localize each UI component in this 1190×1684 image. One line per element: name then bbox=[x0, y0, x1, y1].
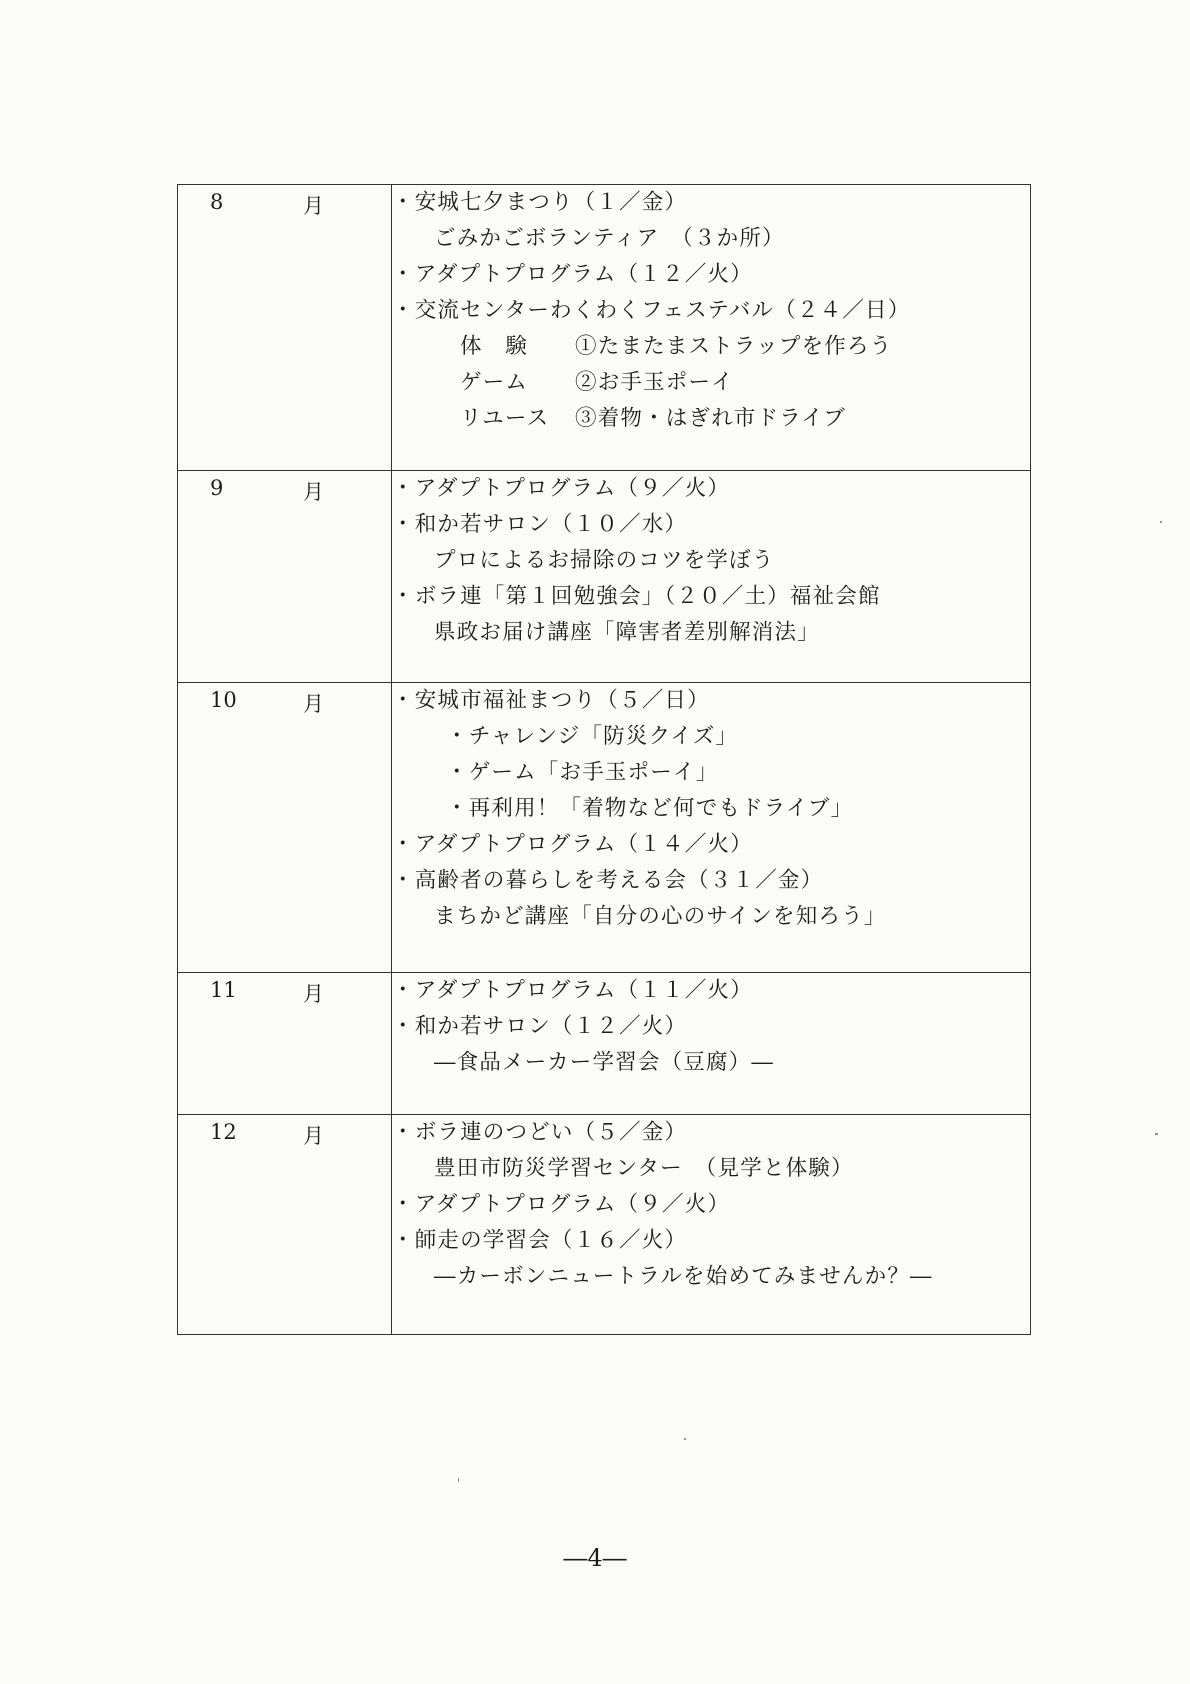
month-number: 9 bbox=[210, 476, 224, 500]
event-line: プロによるお掃除のコツを学ぼう bbox=[434, 548, 775, 573]
events-cell bbox=[392, 471, 1031, 683]
month-number: 8 bbox=[210, 190, 224, 214]
event-line: ・アダプトプログラム（１２／火） bbox=[392, 262, 753, 287]
event-line: ・高齢者の暮らしを考える会（３１／金） bbox=[392, 868, 824, 893]
page-number: ―4― bbox=[563, 1544, 627, 1572]
month-cell bbox=[178, 683, 392, 973]
table-row bbox=[178, 471, 1031, 683]
events-cell bbox=[392, 973, 1031, 1115]
activity-label: 体 験 bbox=[460, 334, 529, 359]
events-cell bbox=[392, 185, 1031, 471]
event-line: ・安城七夕まつり（１／金） bbox=[392, 190, 688, 215]
table-row bbox=[178, 185, 1031, 471]
event-line: ・チャレンジ「防災クイズ」 bbox=[446, 724, 739, 749]
activity-label: リユース bbox=[460, 406, 550, 431]
event-line bbox=[392, 329, 1030, 365]
event-line: ・ボラ連のつどい（５／金） bbox=[392, 1120, 688, 1145]
event-line: 県政お届け講座「障害者差別解消法」 bbox=[434, 620, 820, 645]
event-line: まちかど講座「自分の心のサインを知ろう」 bbox=[434, 904, 887, 929]
event-line: ごみかごボランティア （３か所） bbox=[434, 226, 785, 251]
schedule-table bbox=[177, 184, 1031, 1335]
table-row bbox=[178, 1115, 1031, 1335]
event-line: ・ボラ連「第１回勉強会」（２０／土）福祉会館 bbox=[392, 584, 881, 609]
activity-label: ゲーム bbox=[460, 370, 529, 395]
month-unit: 月 bbox=[303, 982, 324, 1006]
event-line: ・師走の学習会（１６／火） bbox=[392, 1228, 688, 1253]
month-cell bbox=[178, 185, 392, 471]
month-unit: 月 bbox=[303, 1124, 324, 1148]
event-line: ・アダプトプログラム（９／火） bbox=[392, 476, 731, 501]
event-line: ・安城市福祉まつり（５／日） bbox=[392, 688, 710, 713]
scan-speck bbox=[1155, 1133, 1158, 1135]
event-line: 豊田市防災学習センター （見学と体験） bbox=[434, 1156, 854, 1181]
event-line: ・交流センターわくわくフェステバル（２４／日） bbox=[392, 298, 911, 323]
month-cell bbox=[178, 1115, 392, 1335]
events-cell bbox=[392, 683, 1031, 973]
event-line: ・アダプトプログラム（１１／火） bbox=[392, 978, 753, 1003]
table-row bbox=[178, 683, 1031, 973]
table-row bbox=[178, 973, 1031, 1115]
events-cell bbox=[392, 1115, 1031, 1335]
month-unit: 月 bbox=[303, 480, 324, 504]
month-number: 10 bbox=[210, 688, 237, 712]
event-line: ・アダプトプログラム（９／火） bbox=[392, 1192, 731, 1217]
event-line: ・ゲーム「お手玉ポーイ」 bbox=[446, 760, 719, 785]
event-line bbox=[392, 365, 1030, 401]
month-number: 12 bbox=[210, 1120, 237, 1144]
event-line: ―食品メーカー学習会（豆腐）― bbox=[434, 1050, 775, 1075]
month-number: 11 bbox=[210, 978, 237, 1002]
month-unit: 月 bbox=[303, 194, 324, 218]
event-line bbox=[392, 401, 1030, 437]
event-line: ・和か若サロン（１０／水） bbox=[392, 512, 688, 537]
month-cell bbox=[178, 973, 392, 1115]
activity-text: ③着物・はぎれ市ドライブ bbox=[575, 406, 847, 431]
activity-text: ②お手玉ポーイ bbox=[575, 370, 734, 395]
scan-speck bbox=[684, 1438, 686, 1440]
event-line: ・再利用！「着物など何でもドライブ」 bbox=[446, 796, 854, 821]
event-line: ―カーボンニュートラルを始めてみませんか？― bbox=[434, 1264, 933, 1289]
activity-text: ①たまたまストラップを作ろう bbox=[575, 334, 893, 359]
event-line: ・アダプトプログラム（１４／火） bbox=[392, 832, 753, 857]
month-cell bbox=[178, 471, 392, 683]
event-line: ・和か若サロン（１２／火） bbox=[392, 1014, 688, 1039]
month-unit: 月 bbox=[303, 692, 324, 716]
scan-speck bbox=[1160, 521, 1162, 523]
scan-speck bbox=[458, 1478, 459, 1482]
